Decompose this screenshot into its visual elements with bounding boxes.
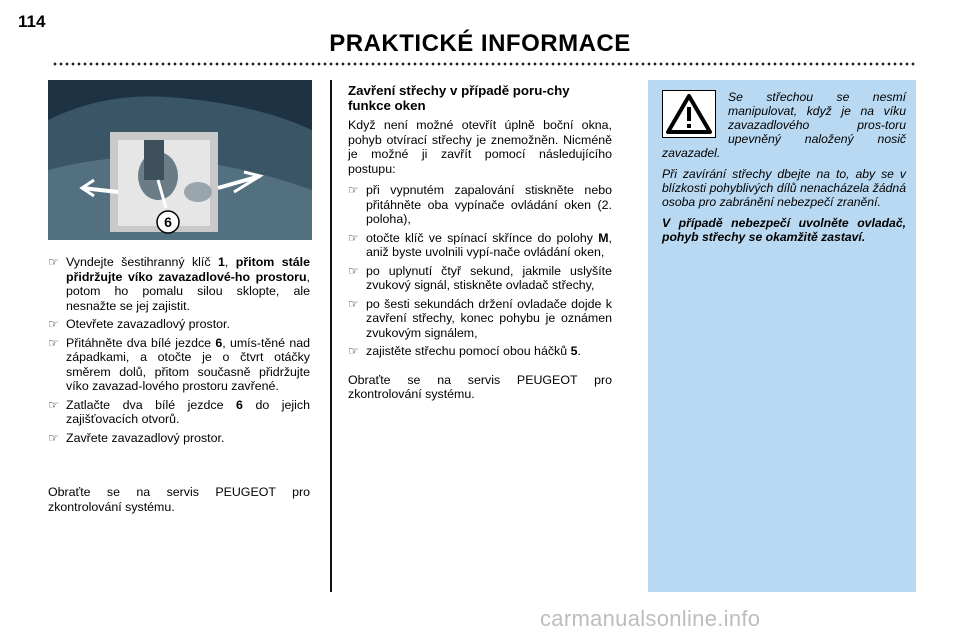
list-item bbox=[48, 398, 310, 427]
list-item bbox=[48, 255, 310, 313]
left-column bbox=[48, 255, 310, 521]
step-text: otočte klíč ve spínací skřínce do polohy bbox=[366, 230, 599, 245]
middle-steps-list bbox=[348, 183, 612, 359]
dotted-divider bbox=[52, 62, 916, 66]
pointing-hand-icon: ☞ bbox=[48, 430, 59, 445]
list-item bbox=[348, 344, 612, 359]
list-item bbox=[348, 297, 612, 341]
warning-note-box bbox=[648, 80, 916, 592]
step-text: do jejich zajišťovacích otvorů. bbox=[66, 397, 310, 426]
step-text: , aniž byste uvolnili vypí-nače ovládání oken, bbox=[366, 230, 612, 259]
middle-column bbox=[348, 84, 612, 409]
step-text: Zavřete zavazadlový prostor. bbox=[66, 430, 225, 445]
step-ref-bold: M bbox=[598, 230, 609, 245]
note-paragraph-3: V případě nebezpečí uvolněte ovladač, pohyb střechy se okamžitě zastaví. bbox=[662, 216, 906, 244]
pointing-hand-icon: ☞ bbox=[48, 255, 59, 269]
list-item bbox=[348, 264, 612, 293]
list-item bbox=[348, 231, 612, 260]
warning-triangle-icon bbox=[662, 90, 716, 138]
pointing-hand-icon: ☞ bbox=[48, 317, 59, 331]
pointing-hand-icon: ☞ bbox=[348, 263, 359, 278]
step-ref-bold: 6 bbox=[236, 397, 243, 412]
step-text: , bbox=[224, 255, 236, 269]
middle-heading: Zavření střechy v případě poru-chy funkce oken bbox=[348, 83, 570, 113]
pointing-hand-icon: ☞ bbox=[348, 296, 359, 311]
step-text: Otevřete zavazadlový prostor. bbox=[66, 317, 230, 331]
middle-footer: Obraťte se na servis PEUGEOT pro zkontrolování systému. bbox=[348, 372, 612, 401]
step-emphasis: přitom stále přidržujte víko zavazadlové-ho prostoru bbox=[66, 255, 310, 284]
pointing-hand-icon: ☞ bbox=[348, 230, 359, 245]
list-item bbox=[348, 183, 612, 227]
watermark: carmanualsonline.info bbox=[540, 606, 761, 631]
step-text: Zatlačte dva bílé jezdce bbox=[66, 397, 236, 412]
note-paragraph-2: Při zavírání střechy dbejte na to, aby se v blízkosti pohyblivých dílů nenacházela žádná osoba pro zabránění nebezpečí zranění. bbox=[662, 167, 906, 209]
page-number: 114 bbox=[18, 12, 46, 31]
step-ref-bold: 5 bbox=[570, 344, 578, 358]
step-ref-bold: 1 bbox=[218, 255, 225, 269]
step-text: zajistěte střechu pomocí obou háčků bbox=[366, 344, 571, 358]
step-text: při vypnutém zapalování stiskněte nebo přitáhněte oba vypínače ovládání oken (2. poloha), bbox=[366, 183, 612, 226]
middle-intro: Když není možné otevřít úplně boční okna, pohyb otvírací střechy je znemožněn. Nicméně je možné ji zavřít pomocí následujícího postupu: bbox=[348, 118, 612, 176]
list-item bbox=[48, 317, 310, 332]
pointing-hand-icon: ☞ bbox=[48, 335, 59, 350]
trunk-lid-photo bbox=[48, 80, 312, 240]
left-footer: Obraťte se na servis PEUGEOT pro zkontrolování systému. bbox=[48, 485, 310, 514]
step-text: . bbox=[577, 344, 581, 358]
step-text: po šesti sekundách držení ovladače dojde k zavření střechy, konec pohybu je oznámen zvukovým signálem, bbox=[366, 296, 612, 340]
list-item bbox=[48, 336, 310, 394]
left-steps-list bbox=[48, 255, 310, 445]
step-ref-bold: 6 bbox=[215, 335, 223, 350]
column-divider bbox=[330, 80, 332, 592]
note-paragraph-1: Se střechou se nesmí manipulovat, když je na víku zavazadlového pros-toru upevněný naložený nosič zavazadel. bbox=[662, 90, 906, 160]
pointing-hand-icon: ☞ bbox=[48, 397, 59, 412]
step-text: , umís-těné nad západkami, a otočte je o čtvrt otáčky směrem dolů, přitom současně přidržujte víko zavazad-lového prostoru zavřené. bbox=[66, 335, 310, 393]
list-item bbox=[48, 431, 310, 446]
callout-6: 6 bbox=[164, 214, 172, 230]
page-title: PRAKTICKÉ INFORMACE bbox=[329, 30, 631, 57]
pointing-hand-icon: ☞ bbox=[348, 183, 359, 197]
step-text: Vyndejte šestihranný klíč bbox=[66, 255, 218, 269]
step-text: Přitáhněte dva bílé jezdce bbox=[66, 335, 216, 350]
pointing-hand-icon: ☞ bbox=[348, 344, 359, 358]
step-text: po uplynutí čtyř sekund, jakmile uslyšíte zvukový signál, stiskněte ovladač střechy, bbox=[366, 263, 612, 292]
step-text: , potom ho pomalu silou sklopte, ale nesnažte se jej zajistit. bbox=[66, 269, 310, 313]
